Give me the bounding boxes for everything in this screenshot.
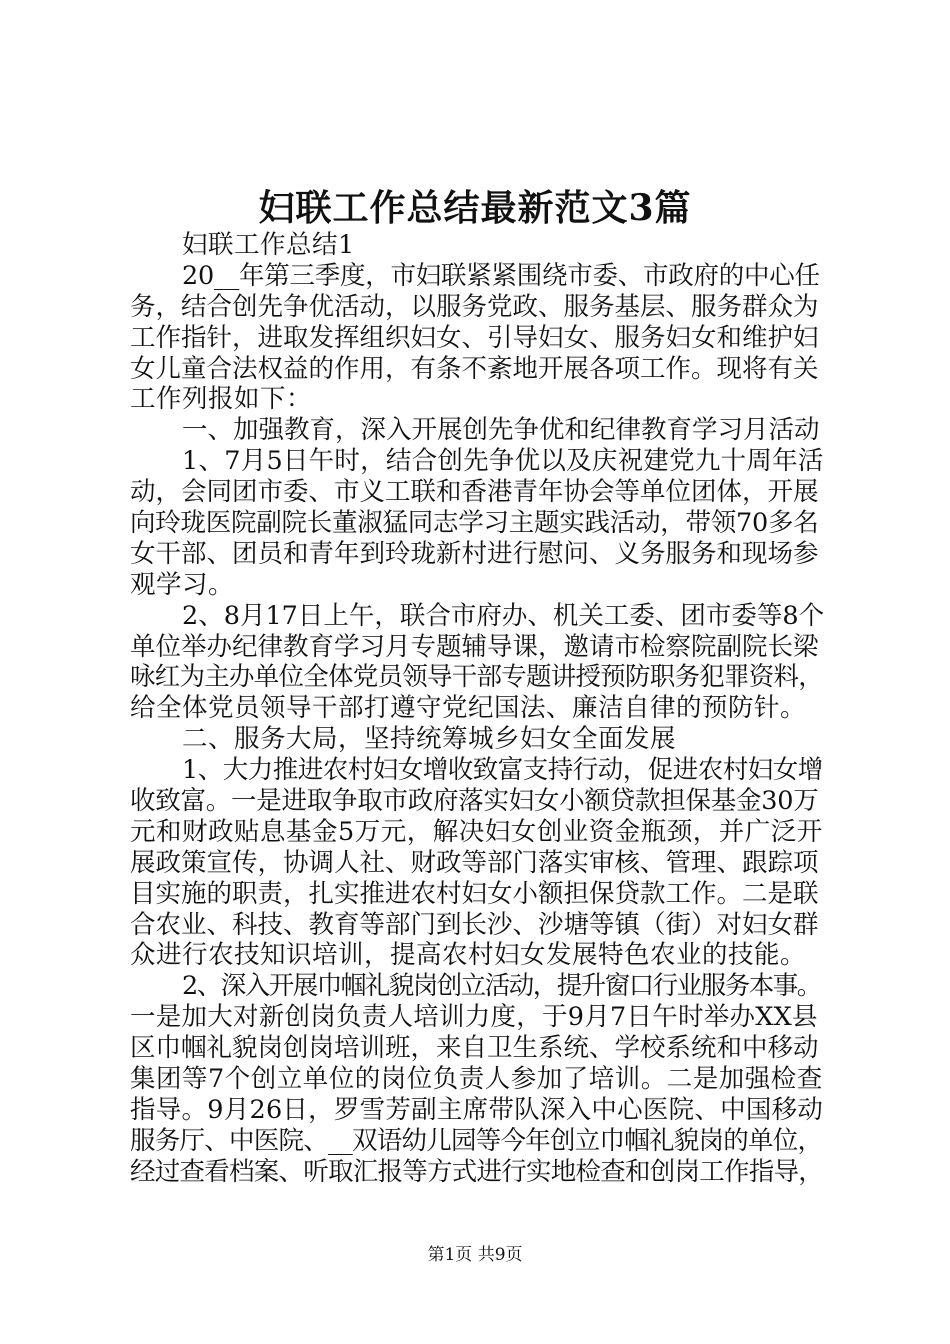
text-line: 给全体党员领导干部打遵守党纪国法、廉洁自律的预防针。 <box>130 693 807 724</box>
text-line: 集团等7个创立单位的岗位负责人参加了培训。二是加强检查 <box>130 1064 823 1095</box>
text-line: 女干部、团员和青年到玲珑新村进行慰问、义务服务和现场参 <box>130 538 819 569</box>
text-line: 元和财政贴息基金5万元，解决妇女创业资金瓶颈，并广泛开 <box>130 816 823 847</box>
text-line: 妇联工作总结1 <box>182 230 355 260</box>
text-line: 一、加强教育，深入开展创先争优和纪律教育学习月活动 <box>182 415 820 446</box>
text-line: 向玲珑医院副院长董淑猛同志学习主题实践活动，带领70多名 <box>130 508 819 539</box>
text-line: 1、7月5日午时，结合创先争优以及庆祝建党九十周年活 <box>182 446 824 477</box>
text-line: 工作指针，进取发挥组织妇女、引导妇女、服务妇女和维护妇 <box>130 322 819 353</box>
text-line: 观学习。 <box>130 569 235 600</box>
text-line: 20__年第三季度，市妇联紧紧围绕市委、市政府的中心任 <box>182 260 820 291</box>
text-line: 2、8月17日上午，联合市府办、机关工委、团市委等8个 <box>182 600 825 631</box>
text-line: 指导。9月26日，罗雪芳副主席带队深入中心医院、中国移动 <box>130 1094 824 1125</box>
text-line: 二、服务大局，坚持统筹城乡妇女全面发展 <box>182 724 677 755</box>
text-line: 咏红为主办单位全体党员领导干部专题讲授预防职务犯罪资料， <box>130 662 824 693</box>
text-line: 合农业、科技、教育等部门到长沙、沙塘等镇（街）对妇女群 <box>130 909 819 940</box>
text-line: 目实施的职责，扎实推进农村妇女小额担保贷款工作。二是联 <box>130 878 819 909</box>
text-line: 务，结合创先争优活动，以服务党政、服务基层、服务群众为 <box>130 291 819 322</box>
text-line: 工作列报如下： <box>130 384 313 415</box>
text-line: 服务厅、中医院、__双语幼儿园等今年创立巾帼礼貌岗的单位， <box>130 1125 823 1156</box>
page-footer: 第1页 共9页 <box>427 1245 523 1265</box>
text-line: 经过查看档案、听取汇报等方式进行实地检查和创岗工作指导， <box>130 1156 824 1187</box>
text-line: 众进行农技知识培训，提高农村妇女发展特色农业的技能。 <box>130 940 807 971</box>
text-line: 2、深入开展巾帼礼貌岗创立活动，提升窗口行业服务本事。 <box>182 971 821 1002</box>
text-line: 动，会同团市委、市义工联和香港青年协会等单位团体，开展 <box>130 477 819 508</box>
text-line: 展政策宣传，协调人社、财政等部门落实审核、管理、跟踪项 <box>130 847 819 878</box>
text-line: 区巾帼礼貌岗创岗培训班，来自卫生系统、学校系统和中移动 <box>130 1033 819 1064</box>
text-line: 1、大力推进农村妇女增收致富支持行动，促进农村妇女增 <box>182 755 823 786</box>
document-body <box>130 230 824 1188</box>
text-line: 女儿童合法权益的作用，有条不紊地开展各项工作。现将有关 <box>130 353 819 384</box>
text-line: 收致富。一是进取争取市政府落实妇女小额贷款担保基金30万 <box>130 786 819 817</box>
text-line: 单位举办纪律教育学习月专题辅导课，邀请市检察院副院长梁 <box>130 631 819 662</box>
text-line: 一是加大对新创岗负责人培训力度，于9月7日午时举办XX县 <box>130 1002 818 1033</box>
document-title: 妇联工作总结最新范文3篇 <box>258 187 692 229</box>
